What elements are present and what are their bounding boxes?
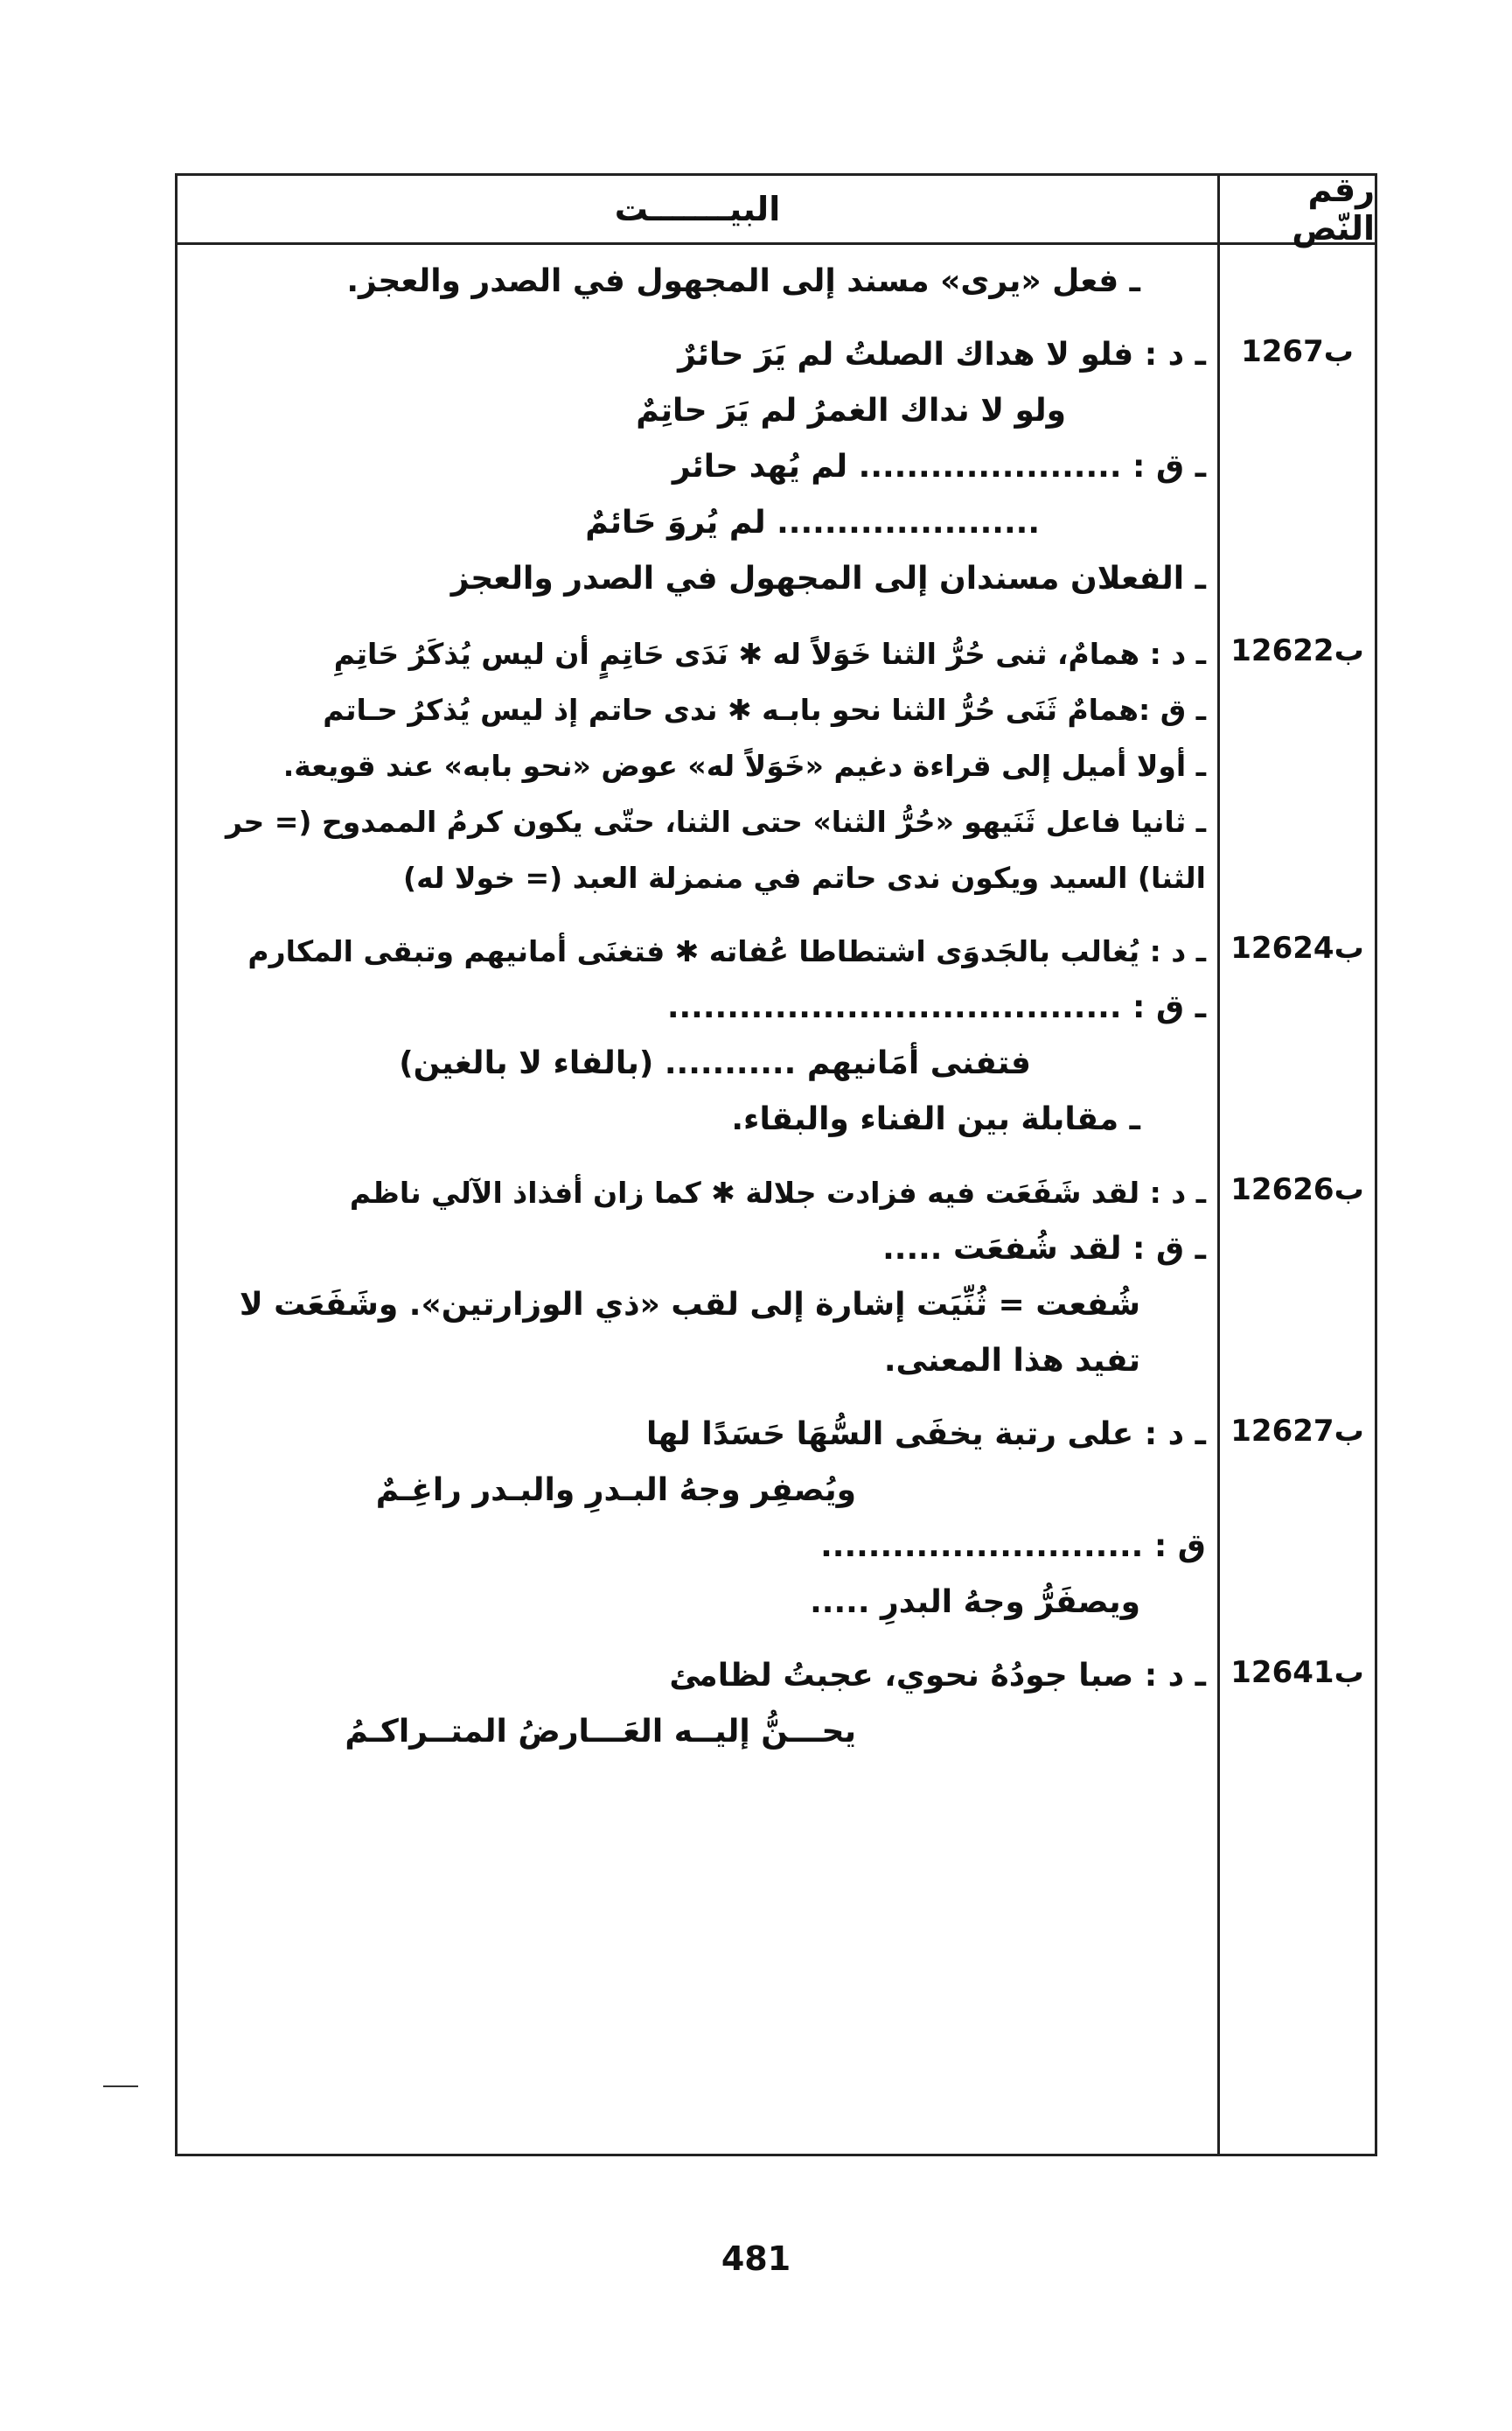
page-number: 481 (721, 2239, 791, 2278)
entry-line: ـ فعل «يرى» مسند إلى المجهول في الصدر والعجز. (346, 263, 1140, 299)
entry-126-26 (178, 1165, 1375, 1389)
entry-line: ـ ق : ...................................... (666, 989, 1206, 1025)
entry-number: 126ب41 (1230, 1655, 1364, 1690)
entry-number: 126ب26 (1230, 1172, 1364, 1207)
entry-line: شُفعت = ثُنِّيَت إشارة إلى لقب «ذي الوزارتين». وشَفَعَت لا تفيد هذا المعنى. (239, 1287, 1140, 1379)
entry-line: ويصفَرُّ وجهُ البدرِ ..... (810, 1584, 1140, 1620)
entry-line: ـ أولا أميل إلى قراءة دغيم «خَوَلاً له» عوض «نحو بابه» عند قويعة. (282, 749, 1206, 783)
entry-line: ـ د : على رتبة يخفَى السُّهَا حَسَدًا لها (645, 1416, 1206, 1452)
entry-line: ـ د : لقد شَفَعَت فيه فزادت جلالة ✱ كما زان أفذاذ الآلي ناظم (349, 1176, 1206, 1210)
entry-line: ـ ق :همامٌ ثَنَى حُرُّ الثنا نحو بابـه ✱ ندى حاتم إذ ليس يُذكرُ حـاتم (323, 693, 1206, 727)
entry-line: ـ ثانيا فاعل ثَنَيهو «حُرُّ الثنا» حتى الثنا، حتّى يكون كرمُ الممدوح (= حر الثنا) السيد ويكون ندى حاتم في منمزلة العبد (= خولا له) (225, 805, 1206, 895)
entry-line: ـ ق : ...................... لم يُهد حائر (672, 449, 1206, 485)
entry-number: 126ب24 (1230, 931, 1364, 966)
entry-line: ...................... لم يُروَ حَائمٌ (585, 505, 1040, 541)
entry-line: فتفنى أمَانيهم ........... (بالفاء لا بالغين) (399, 1045, 1031, 1081)
entry-line: ق : ........................... (820, 1528, 1206, 1564)
entry-line: ـ د : صبا جودُهُ نحوي، عجبتُ لظامئ (669, 1658, 1206, 1694)
entry-126-7 (178, 327, 1375, 607)
entry-126-27 (178, 1407, 1375, 1631)
entry-line: ـ مقابلة بين الفناء والبقاء. (731, 1101, 1140, 1137)
entry-line: يحـــنُّ إليــه العَـــارضُ المتــراكـمُ (345, 1714, 856, 1750)
entry-line: ـ ق : لقد شُفعَت ..... (882, 1231, 1206, 1267)
entry-number: 126ب27 (1230, 1414, 1364, 1449)
table-header (178, 171, 1375, 248)
margin-mark (103, 2085, 138, 2087)
entry-note (178, 245, 1375, 310)
entry-126-24 (178, 924, 1375, 1148)
entry-line: ـ د : يُغالب بالجَدوَى اشتطاطا عُفاته ✱ فتغنَى أمانيهم وتبقى المكارم (247, 934, 1206, 968)
entry-line: ولو لا نداك الغمرُ لم يَرَ حاتِمٌ (636, 393, 1066, 429)
entry-126-41 (178, 1648, 1375, 1760)
entry-number: 126ب7 (1241, 334, 1354, 369)
notes-table (175, 173, 1377, 2156)
table-body (178, 245, 1375, 2154)
entry-number: 126ب22 (1230, 633, 1364, 668)
entry-126-22 (178, 626, 1375, 906)
entry-line: ويُصفِر وجهُ البـدرِ والبـدر راغِـمٌ (375, 1472, 856, 1508)
entry-line: ـ د : همامٌ، ثنى حُرُّ الثنا خَوَلاً له ✱ نَدَى حَاتِمٍ أن ليس يُذكَرُ حَاتِمِ (333, 637, 1206, 671)
entry-line: ـ د : فلو لا هداك الصلتُ لم يَرَ حائرٌ (678, 337, 1206, 373)
entry-number (1220, 254, 1375, 310)
header-verse: البيـــــــت (614, 190, 781, 228)
entry-line: ـ الفعلان مسندان إلى المجهول في الصدر والعجز (450, 561, 1206, 597)
header-text-number: رقم النّص (1217, 176, 1375, 242)
